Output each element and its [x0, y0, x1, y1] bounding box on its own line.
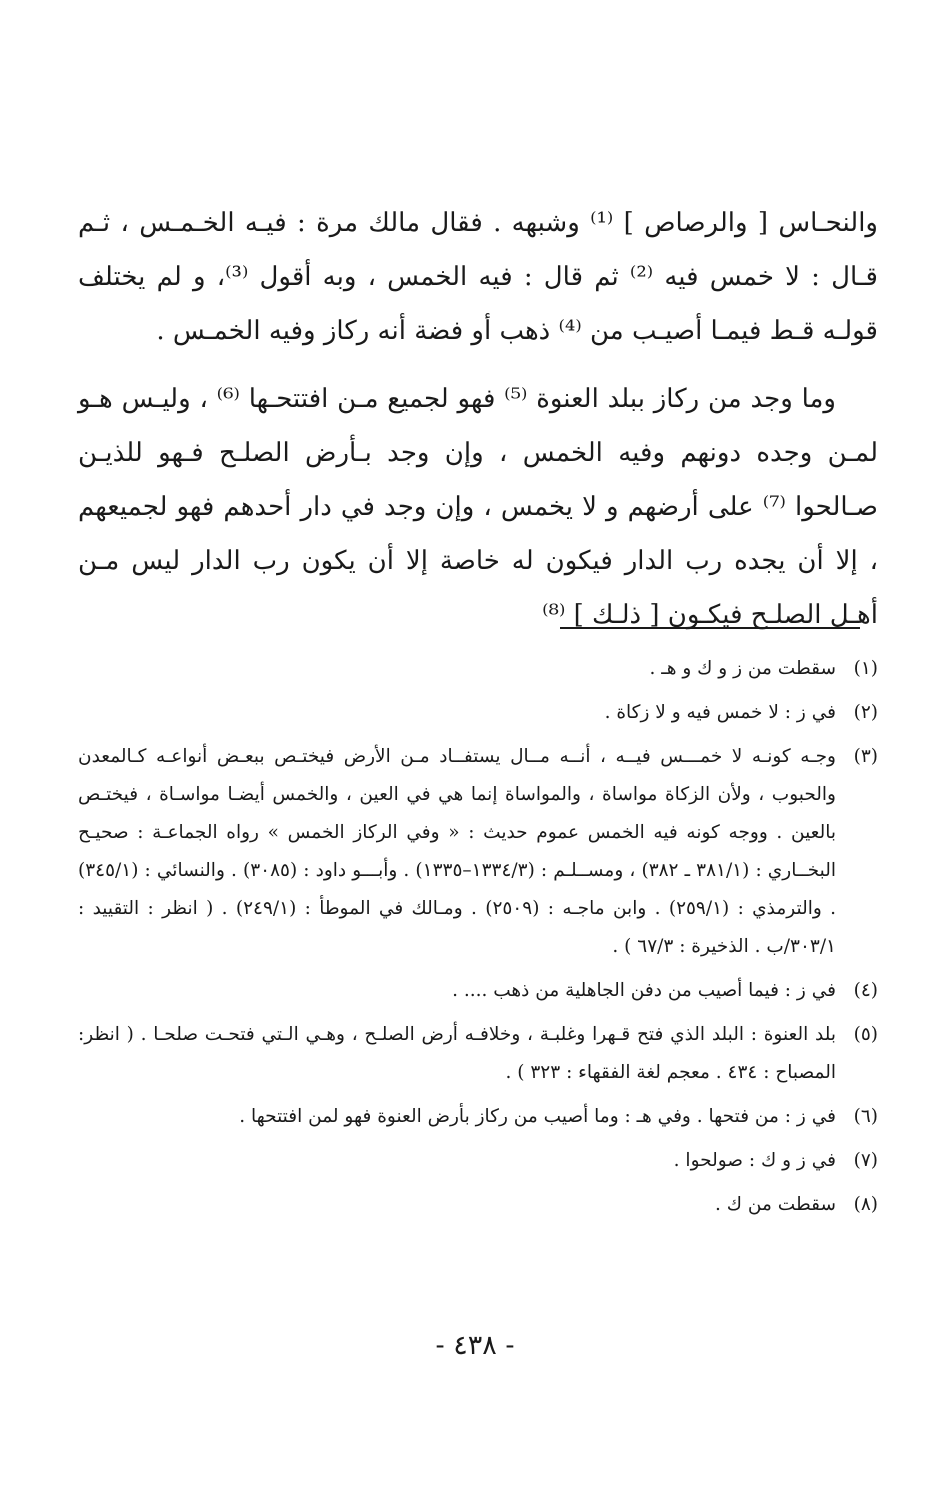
page-number: - ٤٣٨ - — [435, 1330, 515, 1361]
footnote-number: (٦) — [853, 1106, 878, 1127]
footnote-number: (٣) — [853, 746, 878, 767]
footnote-7 — [78, 1142, 878, 1180]
main-text — [78, 196, 878, 642]
paragraph-1: والنحـاس [ والرصاص ] ⁽¹⁾ وشبهه . فقال مالك مرة : فيـه الخـمـس ، ثـم قـال : لا خمس فيه ⁽²⁾ ثم قال : فيه الخمس ، وبه أقول ⁽³⁾، و لم يختلف قولـه قـط فيمـا أصيـب من ⁽⁴⁾ ذهب أو فضة أنه ركاز وفيه الخمـس . — [78, 208, 878, 346]
footnote-number: (٢) — [853, 702, 878, 723]
footnote-text: سقطت من ز و ك و هـ . — [649, 658, 836, 679]
footnote-6 — [78, 1098, 878, 1136]
footnote-number: (١) — [853, 658, 878, 679]
footnote-text: في ز : فيما أصيب من دفن الجاهلية من ذهب .... . — [452, 980, 836, 1001]
footnote-text: وجـه كونـه لا خمـــس فيــه ، أنــه مــال يستفــاد مـن الأرض فيختـص ببعـض أنواعـه كـالمعدن والحبوب ، ولأن الزكاة مواساة ، والمواساة إنما هي في العين ، والخمس أيضـا مواسـاة ، فيختـص بالعين . ووجه كونه فيه الخمس عموم حديث : « وفي الركاز الخمس » رواه الجماعـة : صحيـح البخــاري : (٣٨١/١ ـ ٣٨٢) ، ومســلـم : (١٣٣٤/٣–١٣٣٥) . وأبـــو داود : (٣٠٨٥) . والنسائي : (٣٤٥/١) . والترمذي : (٢٥٩/١) . وابن ماجـه : (٢٥٠٩) . ومـالك في الموطأ : (٢٤٩/١) . ( انظر : التقييد : ٣٠٣/١/ب . الذخيرة : ٦٧/٣ ) . — [78, 746, 836, 957]
footnote-4 — [78, 972, 878, 1010]
footnotes — [78, 650, 878, 1230]
footnote-number: (٤) — [853, 980, 878, 1001]
footnote-5 — [78, 1016, 878, 1092]
footnote-2 — [78, 694, 878, 732]
footnote-number: (٨) — [853, 1194, 878, 1215]
footnote-number: (٧) — [853, 1150, 878, 1171]
footnote-1 — [78, 650, 878, 688]
footnote-text: بلد العنوة : البلد الذي فتح قـهرا وغلبـة ، وخلافـه أرض الصلـح ، وهـي الـتي فتحـت صلحـا . ( انظر: المصباح : ٤٣٤ . معجم لغة الفقهاء : ٣٢٣ ) . — [78, 1024, 836, 1083]
paragraph-2: وما وجد من ركاز ببلد العنوة ⁽⁵⁾ فهو لجميع مـن افتتحـها ⁽⁶⁾ ، وليـس هـو لمـن وجده دونهم وفيه الخمس ، وإن وجد بـأرض الصلـح فـهو للذيـن صـالحوا ⁽⁷⁾ على أرضهم و لا يخمس ، وإن وجد في دار أحدهم فهو لجميعهم ، إلا أن يجده رب الدار فيكون له خاصة إلا أن يكون رب الدار ليس مـن أهـل الصلـح فيكـون [ ذلـك ] ⁽⁸⁾ — [78, 384, 878, 630]
footnote-text: سقطت من ك . — [715, 1194, 836, 1215]
footnote-text: في ز : من فتحها . وفي هـ : وما أصيب من ركاز بأرض العنوة فهو لمن افتتحها . — [239, 1106, 836, 1127]
footnote-number: (٥) — [853, 1024, 878, 1045]
footnote-text: في ز و ك : صولحوا . — [673, 1150, 836, 1171]
footnote-text: في ز : لا خمس فيه و لا زكاة . — [604, 702, 836, 723]
footnote-3 — [78, 738, 878, 966]
footnote-separator — [560, 627, 860, 629]
footnote-8 — [78, 1186, 878, 1224]
